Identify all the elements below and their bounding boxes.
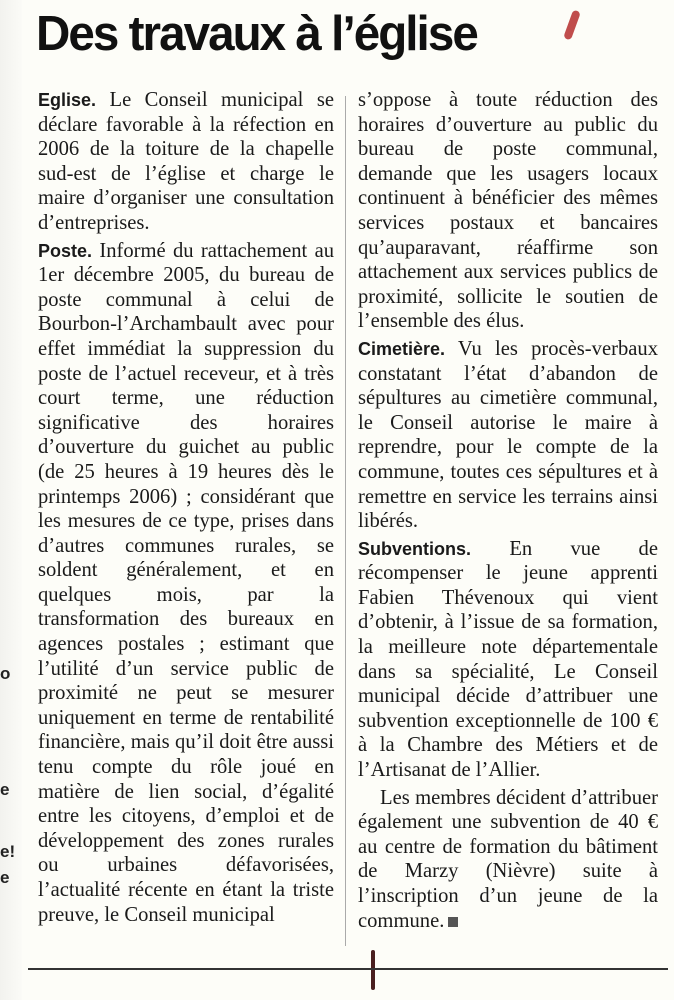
- margin-fragment-3: e!: [0, 842, 16, 861]
- keyword-cimetiere: Cimetière.: [358, 338, 446, 359]
- paragraph-poste-continued: [358, 88, 658, 334]
- ink-stroke: [371, 950, 375, 990]
- keyword-eglise: Eglise.: [38, 90, 97, 110]
- headline: Des travaux à l’église: [36, 7, 477, 61]
- text-membres: Les membres décident d’attribuer également une subvention de 40 € au centre de formation du bâtiment de Marzy (Nièvre) suite à l’inscription d’un jeune de la commune.: [358, 786, 658, 932]
- keyword-subventions: Subventions.: [358, 538, 472, 559]
- text-eglise: Le Conseil municipal se déclare favorable à la réfection en 2006 de la toiture de la chapelle sud-est de l’église et charge le maire d’organiser une consultation d’entreprises.: [38, 89, 334, 234]
- bottom-rule: [28, 968, 668, 970]
- text-poste: Informé du rattachement au 1er décembre 2005, du bureau de poste communal à celui de Bourbon-l’Archambault avec pour effet immédiat la suppression du poste de l’actuel receveur, et à très court terme, une réduction significative des horaires d’ouverture du guichet au public (de 25 heures à 19 heures dès le printemps 2006) ; considérant que les mesures de ce type, prises dans d’autres communes rurales, se soldent généralement, et en quelques mois, par la transformation des bureaux en agences postales ; estimant que l’utilité d’un service public de proximité ne peut se mesurer uniquement en terme de rentabilité financière, mais qu’il doit être aussi tenu compte du rôle joué en matière de lien social, d’égalité entre les citoyens, d’emploi et de développement des zones rurales ou urbaines défavorisées, l’actualité récente en étant la triste preuve, le Conseil municipal: [38, 239, 335, 926]
- text-poste-continued: s’oppose à toute réduction des horaires d’ouverture au public du bureau de poste communal, demande que les usagers locaux continuent à bénéficier des mêmes services postaux et bancaires qu’auparavant, réaffirme son attachement aux services publics de proximité, sollicite le soutien de l’ensemble des élus.: [358, 89, 658, 333]
- margin-fragment-1: o: [0, 664, 11, 683]
- paragraph-poste: [38, 239, 334, 928]
- end-of-article-icon: [448, 917, 458, 927]
- paragraph-eglise: [38, 88, 334, 236]
- keyword-poste: Poste.: [38, 240, 93, 261]
- column-divider: [345, 96, 346, 946]
- text-subventions: En vue de récompenser le jeune apprenti Fabien Thévenoux qui vient d’obtenir, à l’issue de sa formation, la meilleure note départementale dans sa spécialité, Le Conseil municipal décide d’attribuer une subvention exceptionnelle de 100 € à la Chambre des Métiers et de l’Artisanat de l’Allier.: [358, 537, 658, 782]
- paragraph-membres: [358, 786, 658, 934]
- ink-mark: [563, 10, 581, 41]
- text-cimetiere: Vu les procès-verbaux constatant l’état d’abandon de sépultures au cimetière communal, le Conseil autorise le maire à reprendre, pour le compte de la commune, toutes ces sépultures et à remettre en service les terrains ainsi libérés.: [358, 337, 658, 533]
- paragraph-cimetiere: [358, 337, 658, 534]
- right-column: [358, 88, 658, 936]
- margin-fragment-4: e: [0, 868, 10, 887]
- paragraph-subventions: [358, 537, 658, 783]
- left-column: [38, 88, 334, 930]
- margin-fragment-2: e: [0, 780, 10, 799]
